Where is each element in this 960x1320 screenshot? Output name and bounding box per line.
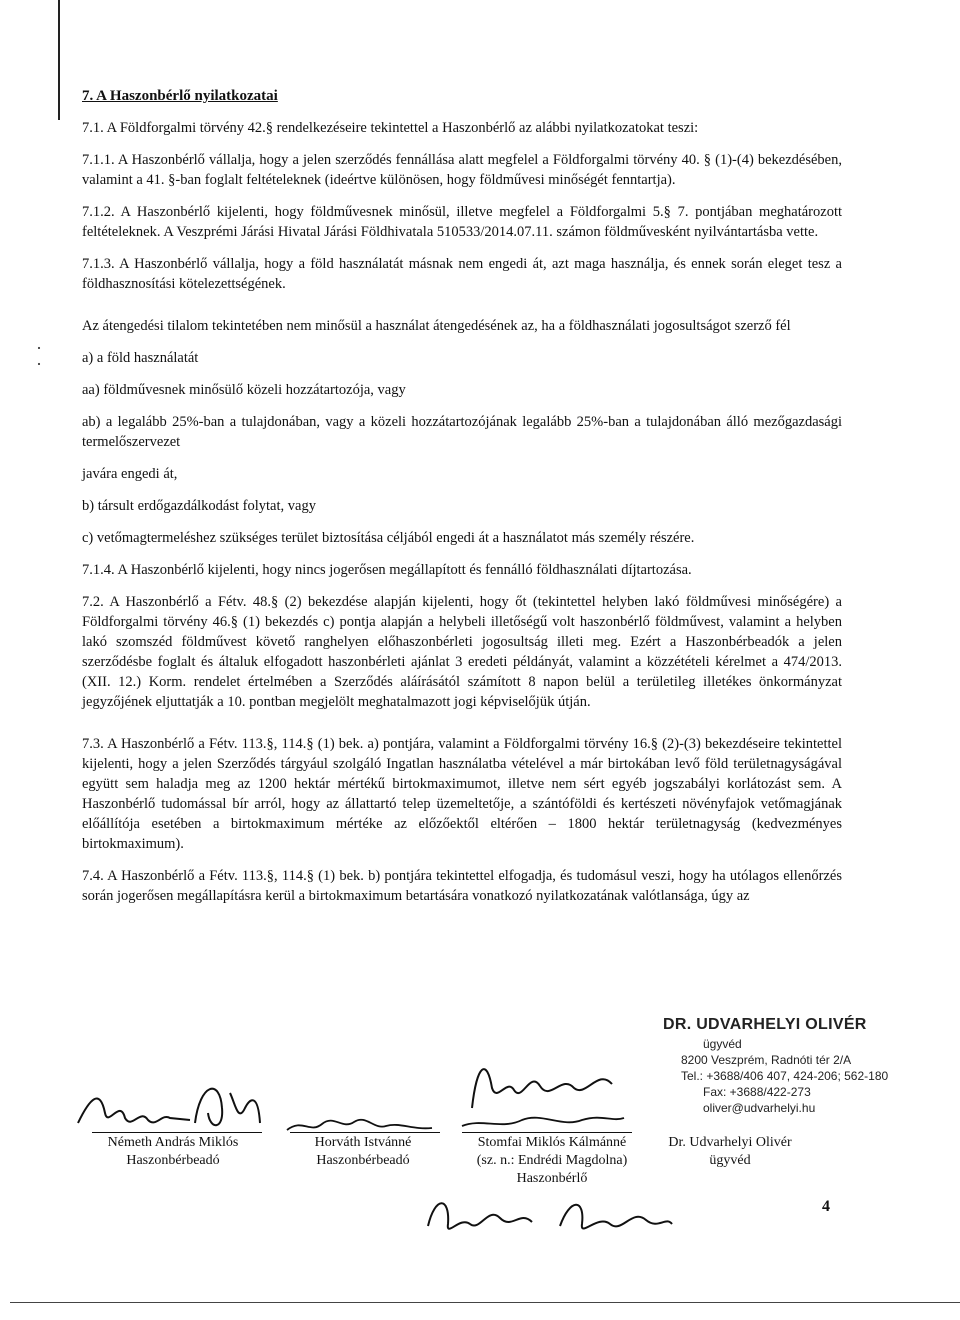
signature-line-1 bbox=[92, 1132, 262, 1133]
paragraph-7-1-1: 7.1.1. A Haszonbérlő vállalja, hogy a jelen szerződés fennállása alatt megfelel a Földforgalmi törvény 40. § (1)-(4) bekezdésében, valamint a 41. §-ban foglalt feltételeknek (ideértve különösen, hogy földművesi minőségét fenntartja). bbox=[82, 152, 842, 188]
signatory-3-name: Stomfai Miklós Kálmánné bbox=[477, 1135, 627, 1150]
signatory-3-role: Haszonbérlő bbox=[516, 1171, 588, 1186]
paragraph-aa: aa) földművesnek minősülő közeli hozzátartozója, vagy bbox=[82, 382, 406, 398]
paragraph-7-1-2: 7.1.2. A Haszonbérlő kijelenti, hogy földművesnek minősül, illetve megfelel a Földforgalmi 5.§ 7. pontjában meghatározott feltételeknek. A Veszprémi Járási Hivatal Járási Földhivatala 510533/2014.07.11. számon földművesként nyilvántartásba vette. bbox=[82, 204, 842, 240]
margin-dots: · · bbox=[36, 338, 42, 374]
signatory-4-role: ügyvéd bbox=[709, 1153, 751, 1168]
paragraph-7-4: 7.4. A Haszonbérlő a Fétv. 113.§, 114.§ (1) bek. b) pontjára tekintettel elfogadja, és tudomásul veszi, hogy ha utólagos ellenőrzés során jogerősen megállapításra kerül a birtokmaximum betartására vonatkozó nyilatkozatának valótlansága, úgy az bbox=[82, 868, 842, 904]
signatory-2-role: Haszonbérbeadó bbox=[316, 1153, 410, 1168]
stamp-title: ügyvéd bbox=[703, 1037, 742, 1051]
page-number: 4 bbox=[822, 1198, 830, 1215]
lawyer-stamp bbox=[663, 1016, 913, 1116]
paragraph-7-2: 7.2. A Haszonbérlő a Fétv. 48.§ (2) bekezdése alapján kijelenti, hogy őt (tekintettel helyben lakó földművesi minőségére) a Földforgalmi törvény 46.§ (1) bekezdés c) pontja alapján a helybeli illetőségű volt haszonbérlő földművest, valamint a helyben lakó szomszéd földművest követő ranghelyen előhaszonbérleti jogosultság illeti meg. Ezért a Haszonbérbeadók a jelen szerződésbe foglalt és általuk elfogadott haszonbérleti ajánlat 3 eredeti példányát, valamint a közzétételi kérelmet a 474/2013. (XII. 12.) Korm. rendelet értelmében a Szerződés aláírásától számított 8 napon belül a területileg illetékes önkormányzat jegyzőjének eljuttatják a 10. pontban megjelölt meghatalmazott jogi képviselőjük útján. bbox=[82, 594, 842, 710]
signature-line-3 bbox=[462, 1132, 632, 1133]
section-title: 7. A Haszonbérlő nyilatkozatai bbox=[82, 88, 278, 104]
signatory-4 bbox=[650, 1134, 810, 1170]
paragraph-7-1-4: 7.1.4. A Haszonbérlő kijelenti, hogy nincs jogerősen megállapított és fennálló földhasználati díjtartozása. bbox=[82, 562, 692, 578]
stamp-email: oliver@udvarhelyi.hu bbox=[703, 1101, 816, 1115]
signatory-4-name: Dr. Udvarhelyi Olivér bbox=[668, 1135, 792, 1150]
signatory-2 bbox=[278, 1134, 448, 1170]
stamp-address: 8200 Veszprém, Radnóti tér 2/A bbox=[681, 1053, 852, 1067]
paragraph-a: a) a föld használatát bbox=[82, 350, 199, 366]
signatory-3-name2: (sz. n.: Endrédi Magdolna) bbox=[476, 1153, 628, 1168]
signature-nemeth bbox=[70, 1068, 290, 1138]
paragraph-7-1: 7.1. A Földforgalmi törvény 42.§ rendelkezéseire tekintettel a Haszonbérlő az alábbi nyilatkozatokat teszi: bbox=[82, 120, 699, 136]
signature-endredi bbox=[420, 1186, 680, 1246]
signatory-3 bbox=[462, 1134, 642, 1188]
bottom-rule bbox=[10, 1302, 960, 1303]
signatory-1 bbox=[88, 1134, 258, 1170]
stamp-name: DR. UDVARHELYI OLIVÉR bbox=[663, 1016, 867, 1033]
signature-line-2 bbox=[290, 1132, 440, 1133]
left-margin-line bbox=[58, 0, 60, 120]
stamp-tel: Tel.: +3688/406 407, 424-206; 562-180 bbox=[681, 1069, 889, 1083]
signatory-1-name: Németh András Miklós bbox=[107, 1135, 239, 1150]
paragraph-exception: Az átengedési tilalom tekintetében nem minősül a használat átengedésének az, ha a földhasználati jogosultságot szerző fél bbox=[82, 318, 791, 334]
document-body bbox=[82, 86, 842, 914]
paragraph-7-1-3: 7.1.3. A Haszonbérlő vállalja, hogy a föld használatát másnak nem engedi át, azt maga használja, és ennek során eleget tesz a földhasznosítási kötelezettségének. bbox=[82, 256, 842, 292]
paragraph-ab: ab) a legalább 25%-ban a tulajdonában, vagy a közeli hozzátartozójának legalább 25%-ban a tulajdonában álló mezőgazdasági termelőszervezet bbox=[82, 414, 842, 450]
paragraph-c: c) vetőmagtermeléshez szükséges terület biztosítása céljából engedi át a használatot más személy részére. bbox=[82, 530, 695, 546]
paragraph-7-3: 7.3. A Haszonbérlő a Fétv. 113.§, 114.§ (1) bek. a) pontjára, valamint a Földforgalmi törvény 16.§ (2)-(3) bekezdéseire tekintettel kijelenti, hogy a jelen Szerződés tárgyául szolgáló Ingatlan használatba vételével a már birtokában levő föld területnagyságával együtt sem haladja meg az 1200 hektár mértékű birtokmaximumot, illetve nem sért egyéb jogszabályi korlátozást sem. A Haszonbérlő tudomással bír arról, hogy az állattartó telep üzemeltetője, a szántóföldi és kertészeti növényfajok vetőmagjának előállítója esetében a birtokmaximum mértéke az előzőektől eltérően – 1800 hektár területnagyság (kedvezményes birtokmaximum). bbox=[82, 736, 842, 852]
signatory-1-role: Haszonbérbeadó bbox=[126, 1153, 220, 1168]
signatory-2-name: Horváth Istvánné bbox=[314, 1135, 412, 1150]
stamp-fax: Fax: +3688/422-273 bbox=[703, 1085, 811, 1099]
signature-stomfai bbox=[452, 1048, 652, 1134]
paragraph-java: javára engedi át, bbox=[82, 466, 178, 482]
paragraph-b: b) társult erdőgazdálkodást folytat, vagy bbox=[82, 498, 316, 514]
